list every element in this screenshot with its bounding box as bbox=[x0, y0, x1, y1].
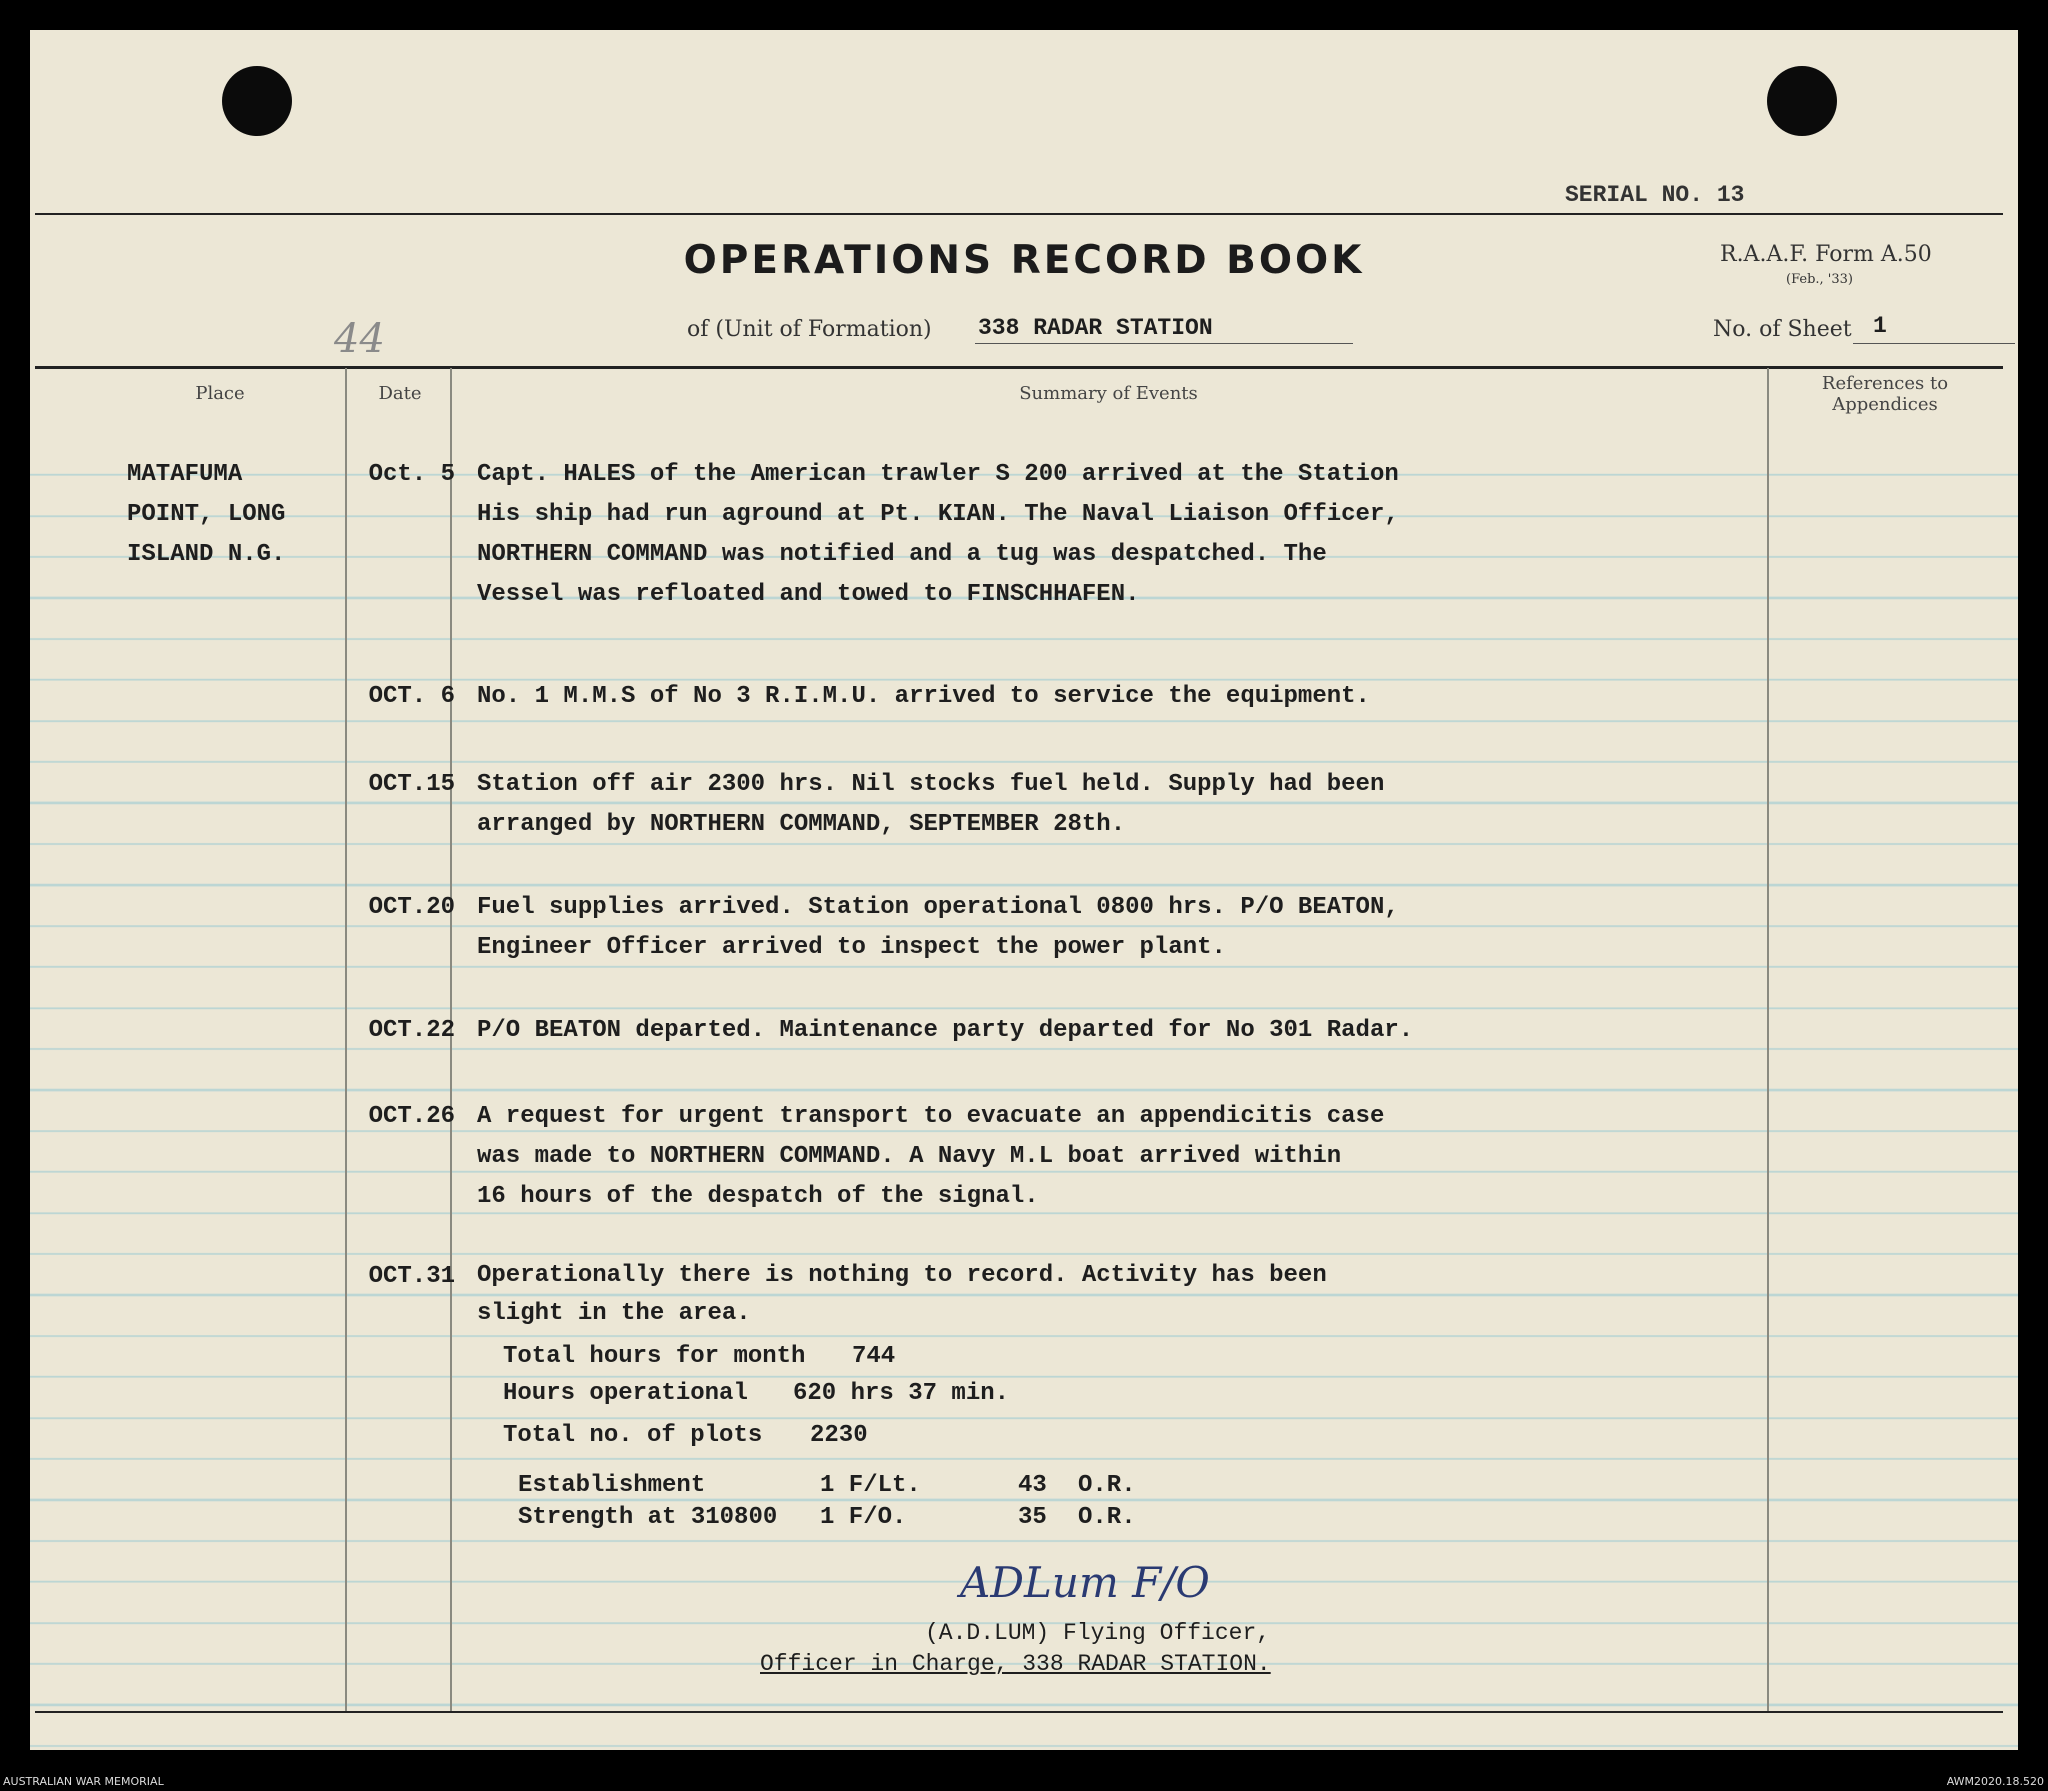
entry-line: P/O BEATON departed. Maintenance party departed for No 301 Radar. bbox=[477, 1017, 1414, 1044]
entry-summary bbox=[477, 677, 1370, 717]
references-line-2: Appendices bbox=[1832, 394, 1938, 415]
entry-date: Oct. 5 bbox=[368, 461, 455, 488]
column-divider-summary bbox=[1767, 368, 1769, 1711]
unit-label: of (Unit of Formation) bbox=[687, 317, 932, 342]
hours-operational-label: Hours operational bbox=[503, 1380, 748, 1407]
entry-summary bbox=[477, 888, 1399, 968]
entry-line: No. 1 M.M.S of No 3 R.I.M.U. arrived to service the equipment. bbox=[477, 683, 1370, 710]
unit-value: 338 RADAR STATION bbox=[978, 315, 1213, 341]
sheet-label: No. of Sheet bbox=[1713, 317, 1852, 342]
total-plots-value: 2230 bbox=[810, 1422, 868, 1449]
header-rule bbox=[35, 366, 2003, 369]
column-header-date: Date bbox=[378, 383, 422, 404]
column-header-references bbox=[1767, 373, 2003, 415]
form-number: R.A.A.F. Form A.50 bbox=[1720, 242, 1932, 267]
strength-officers: 1 F/O. bbox=[820, 1504, 907, 1531]
references-line-1: References to bbox=[1821, 373, 1949, 394]
entry-line: slight in the area. bbox=[477, 1300, 751, 1327]
establishment-officers: 1 F/Lt. bbox=[820, 1472, 921, 1499]
top-rule bbox=[35, 213, 2003, 215]
strength-label: Strength at 310800 bbox=[518, 1504, 778, 1531]
column-header-place: Place bbox=[195, 383, 245, 404]
folio-number: 44 bbox=[334, 316, 385, 362]
sheet-underline bbox=[1853, 343, 2015, 344]
entry-line: Capt. HALES of the American trawler S 200 arrived at the Station bbox=[477, 461, 1399, 488]
entry-date: OCT. 6 bbox=[368, 683, 455, 710]
entry-line: Engineer Officer arrived to inspect the power plant. bbox=[477, 934, 1226, 961]
column-header-summary: Summary of Events bbox=[1019, 383, 1198, 404]
entry-line: NORTHERN COMMAND was notified and a tug was despatched. The bbox=[477, 541, 1327, 568]
serial-number: SERIAL NO. 13 bbox=[1565, 182, 1745, 208]
entry-date: OCT.20 bbox=[368, 894, 455, 921]
entry-line: arranged by NORTHERN COMMAND, SEPTEMBER 28th. bbox=[477, 811, 1126, 838]
archive-reference: AWM2020.18.520 bbox=[1946, 1775, 2044, 1788]
signatory-name: (A.D.LUM) Flying Officer, bbox=[925, 1620, 1271, 1646]
place-cell bbox=[127, 455, 285, 575]
total-hours-value: 744 bbox=[852, 1343, 896, 1370]
entry-line: Fuel supplies arrived. Station operational 0800 hrs. P/O BEATON, bbox=[477, 894, 1399, 921]
punch-hole-right bbox=[1767, 66, 1837, 136]
place-line: POINT, LONG bbox=[127, 501, 286, 528]
column-divider-place bbox=[345, 368, 347, 1711]
strength-or-count: 35 bbox=[1018, 1504, 1047, 1531]
establishment-or-label: O.R. bbox=[1078, 1472, 1136, 1499]
page-title: OPERATIONS RECORD BOOK bbox=[683, 238, 1365, 283]
entry-line: A request for urgent transport to evacuate an appendicitis case bbox=[477, 1103, 1385, 1130]
entry-summary bbox=[477, 765, 1384, 845]
entry-line: 16 hours of the despatch of the signal. bbox=[477, 1183, 1039, 1210]
record-sheet bbox=[30, 30, 2018, 1750]
establishment-or-count: 43 bbox=[1018, 1472, 1047, 1499]
entry-line: Operationally there is nothing to record. Activity has been bbox=[477, 1262, 1327, 1289]
establishment-label: Establishment bbox=[518, 1472, 706, 1499]
entry-date: OCT.15 bbox=[368, 771, 455, 798]
unit-underline bbox=[975, 343, 1353, 344]
total-plots-label: Total no. of plots bbox=[503, 1422, 763, 1449]
entry-date: OCT.22 bbox=[368, 1017, 455, 1044]
entry-line: was made to NORTHERN COMMAND. A Navy M.L boat arrived within bbox=[477, 1143, 1342, 1170]
total-hours-label: Total hours for month bbox=[503, 1343, 806, 1370]
bottom-rule bbox=[35, 1711, 2003, 1713]
entry-summary bbox=[477, 455, 1399, 615]
entry-line: His ship had run aground at Pt. KIAN. The Naval Liaison Officer, bbox=[477, 501, 1399, 528]
entry-summary bbox=[477, 1097, 1384, 1217]
place-line: MATAFUMA bbox=[127, 461, 243, 488]
entry-line: Vessel was refloated and towed to FINSCHHAFEN. bbox=[477, 581, 1140, 608]
strength-or-label: O.R. bbox=[1078, 1504, 1136, 1531]
sheet-value: 1 bbox=[1873, 313, 1887, 339]
signature: ADLum F/O bbox=[960, 1558, 1210, 1607]
form-date: (Feb., '33) bbox=[1786, 272, 1853, 287]
entry-summary bbox=[477, 1011, 1413, 1051]
punch-hole-left bbox=[222, 66, 292, 136]
header-area bbox=[30, 30, 2018, 430]
entry-date: OCT.26 bbox=[368, 1103, 455, 1130]
entry-date: OCT.31 bbox=[368, 1263, 455, 1290]
hours-operational-value: 620 hrs 37 min. bbox=[793, 1380, 1010, 1407]
place-line: ISLAND N.G. bbox=[127, 541, 286, 568]
signatory-title: Officer in Charge, 338 RADAR STATION. bbox=[760, 1651, 1271, 1677]
entry-line: Station off air 2300 hrs. Nil stocks fuel held. Supply had been bbox=[477, 771, 1385, 798]
archive-credit: AUSTRALIAN WAR MEMORIAL bbox=[3, 1775, 164, 1788]
entry-summary bbox=[477, 1257, 1327, 1333]
